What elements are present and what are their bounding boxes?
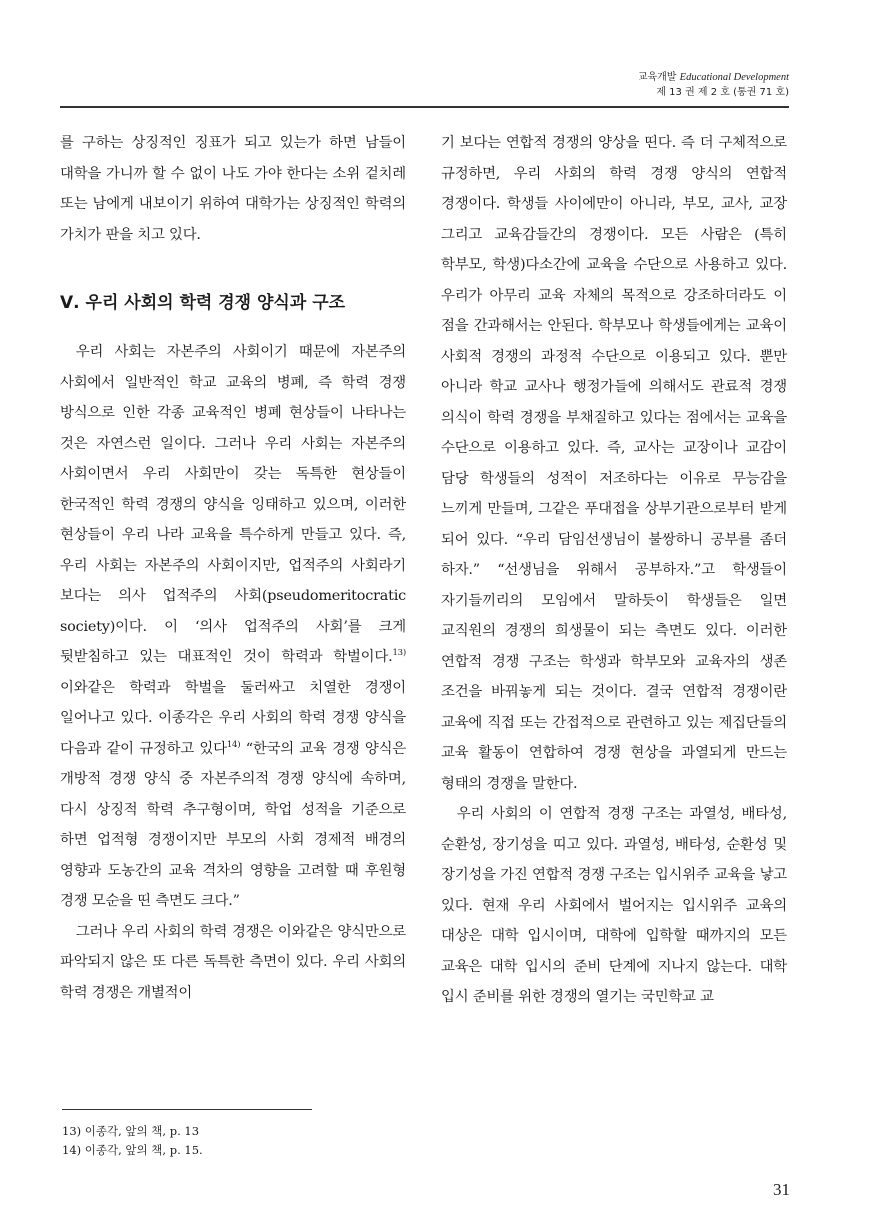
journal-title-en: Educational Development bbox=[679, 72, 789, 83]
paragraph-1-part-b: 이와같은 학력과 학벌을 둘러싸고 치열한 경쟁이 일어나고 있다. 이종각은 우리 사회의 학력 경쟁 양식을 다음과 같이 규정하고 있다 bbox=[60, 679, 406, 757]
journal-title bbox=[638, 70, 789, 85]
section-title: Ⅴ. 우리 사회의 학력 경쟁 양식과 구조 bbox=[60, 293, 346, 313]
footnote-13: 13) 이종각, 앞의 책, p. 13 bbox=[62, 1124, 200, 1138]
header-rule bbox=[60, 106, 789, 108]
paragraph-1-part-a: 우리 사회는 자본주의 사회이기 때문에 자본주의 사회에서 일반적인 학교 교육의 병폐, 즉 학력 경쟁 방식으로 인한 각종 교육적인 병폐 현상들이 나타나는 것은 자연스런 일이다. 그러나 우리 사회는 자본주의 사회이면서 우리 사회만이 갖는 독특한 현상들이 한국적인 학력 경쟁의 양식을 잉태하고 있으며, 이러한 현상들이 우리 나라 교육을 특수하게 만들고 있다. 즉, 우리 사회는 자본주의 사회이지만, 업적주의 사회라기 보다는 의사 업적주의 사회(pseudomeritocratic society)이다. 이 ‘의사 업적주의 사회’를 크게 뒷받침하고 있는 대표적인 것이 학력과 학벌이다. bbox=[60, 344, 406, 665]
paragraph-continued: 를 구하는 상징적인 징표가 되고 있는가 하면 남들이 대학을 가니까 할 수 없이 나도 가야 한다는 소위 겉치레 또는 남에게 내보이기 위하여 대학가는 상징적인 학력의 가치가 판을 치고 있다. bbox=[60, 135, 406, 243]
page-number: 31 bbox=[773, 1180, 790, 1199]
paragraph-right-1: 기 보다는 연합적 경쟁의 양상을 띤다. 즉 더 구체적으로 규정하면, 우리 사회의 학력 경쟁 양식의 연합적 경쟁이다. 학생들 사이에만이 아니라, 부모, 교사, 교장 그리고 교육감들간의 경쟁이다. 모든 사람은 (특히 학부모, 학생)다소간에 교육을 수단으로 사용하고 있다. 우리가 아무리 교육 자체의 목적으로 강조하더라도 이 점을 간과해서는 안된다. 학부모나 학생들에게는 교육이 사회적 경쟁의 과정적 수단으로 이용되고 있다. 뿐만 아니라 학교 교사나 행정가들에 의해서도 관료적 경쟁 의식이 학력 경쟁을 부채질하고 있다는 점에서는 교육을 수단으로 이용하고 있다. 즉, 교사는 교장이나 교감이 담당 학생들의 성적이 저조하다는 이유로 무능감을 느끼게 만들며, 그같은 푸대접을 상부기관으로부터 받게 되어 있다. “우리 담임선생님이 불쌍하니 공부를 좀더 하자.” “선생님을 위해서 공부하자.”고 학생들이 자기들끼리의 모임에서 말하듯이 학생들은 일면 교직원의 경쟁의 희생물이 되는 측면도 있다. 이러한 연합적 경쟁 구조는 학생과 학부모와 교육자의 생존 조건을 바꿔놓게 되는 것이다. 결국 연합적 경쟁이란 교육에 직접 또는 간접적으로 관련하고 있는 제집단들의 교육 활동이 연합하여 경쟁 현상을 과열되게 만드는 형태의 경쟁을 말한다. bbox=[441, 135, 787, 792]
paragraph-2: 그러나 우리 사회의 학력 경쟁은 이와같은 양식만으로 파악되지 않은 또 다른 독특한 측면이 있다. 우리 사회의 학력 경쟁은 개별적이 bbox=[60, 923, 406, 1001]
volume-issue: 제 13 권 제 2 호 (통권 71 호) bbox=[656, 87, 789, 98]
footnote-14: 14) 이종각, 앞의 책, p. 15. bbox=[62, 1143, 203, 1157]
journal-title-ko: 교육개발 bbox=[637, 72, 677, 83]
footnote-ref-14[interactable]: 14) bbox=[226, 739, 241, 750]
paragraph-1-part-c: “한국의 교육 경쟁 양식은 개방적 경쟁 양식 중 자본주의적 경쟁 양식에 속하며, 다시 상징적 학력 추구형이며, 학업 성적을 기준으로 하면 업적형 경쟁이지만 부모의 사회 경제적 배경의 영향과 도농간의 교육 격차의 영향을 고려할 때 후원형 경쟁 모순을 띤 측면도 크다.” bbox=[60, 740, 406, 909]
left-column bbox=[60, 128, 406, 1008]
footnote-ref-13[interactable]: 13) bbox=[392, 648, 406, 659]
right-column bbox=[441, 128, 787, 1013]
paragraph-1 bbox=[60, 337, 406, 917]
paragraph-right-2: 우리 사회의 이 연합적 경쟁 구조는 과열성, 배타성, 순환성, 장기성을 띠고 있다. 과열성, 배타성, 순환성 및 장기성을 가진 연합적 경쟁 구조는 입시위주 교육을 낳고 있다. 현재 우리 사회에서 벌어지는 입시위주 교육의 대상은 대학 입시이며, 대학에 입학할 때까지의 모든 교육은 대학 입시의 준비 단계에 지나지 않는다. 대학 입시 준비를 위한 경쟁의 열기는 국민학교 교 bbox=[441, 806, 787, 1005]
footnote-rule bbox=[62, 1109, 312, 1110]
footnotes bbox=[62, 1122, 382, 1160]
running-head bbox=[638, 70, 789, 100]
